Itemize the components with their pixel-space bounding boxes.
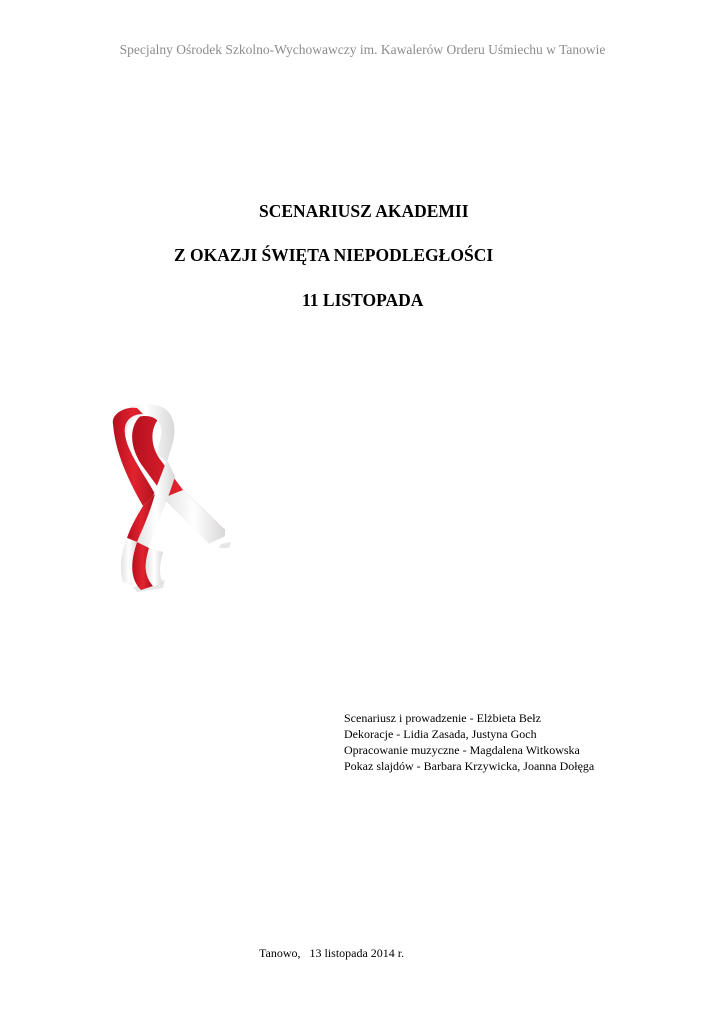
institution-header: Specjalny Ośrodek Szkolno-Wychowawczy im. Kawalerów Orderu Uśmiechu w Tanowie (119, 42, 606, 57)
title-line-3: 11 LISTOPADA (302, 290, 424, 310)
ribbon-icon (103, 402, 233, 592)
title-line-1: SCENARIUSZ AKADEMII (259, 201, 469, 221)
place-date: Tanowo, 13 listopada 2014 r. (259, 946, 405, 960)
credit-decorations: Dekoracje - Lidia Zasada, Justyna Goch (344, 727, 537, 741)
title-line-2: Z OKAZJI ŚWIĘTA NIEPODLEGŁOŚCI (174, 245, 494, 265)
credit-script-hosting: Scenariusz i prowadzenie - Elżbieta Bełz (344, 711, 541, 725)
credit-slideshow: Pokaz slajdów - Barbara Krzywicka, Joanna Dołęga (344, 759, 595, 773)
credits-block (344, 710, 594, 774)
credit-music: Opracowanie muzyczne - Magdalena Witkowska (344, 743, 580, 757)
